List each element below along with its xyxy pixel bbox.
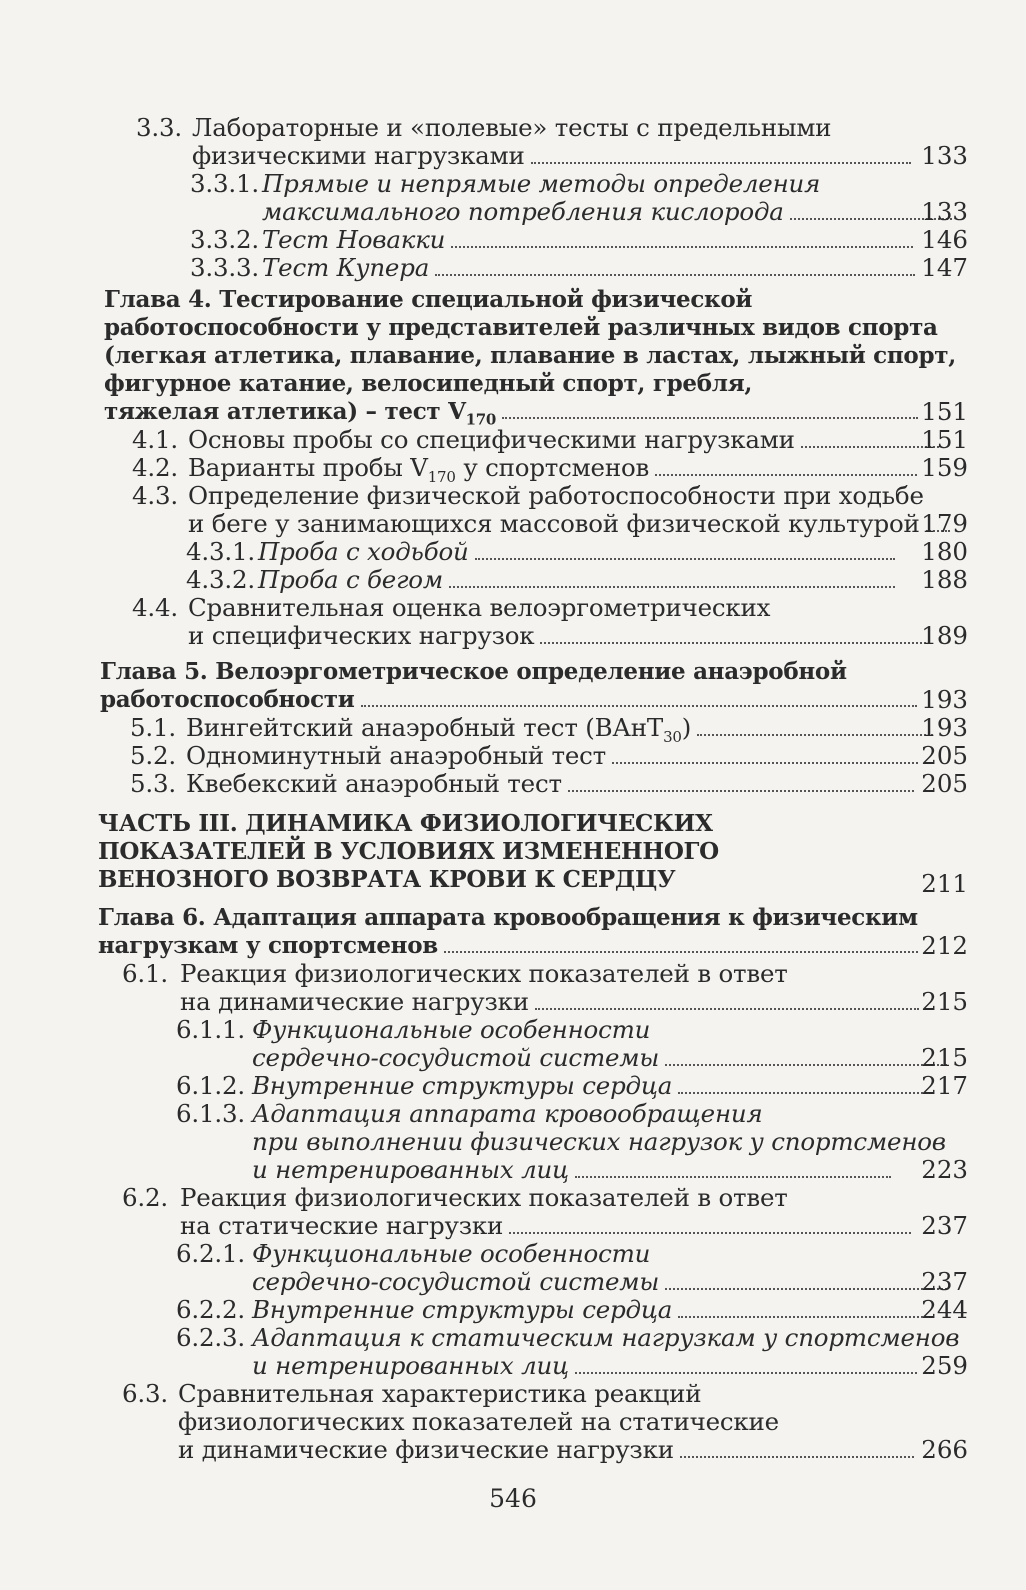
entry-title-line: при выполнении физических нагрузок у спортсменов	[252, 1127, 946, 1156]
dot-leader	[678, 1092, 934, 1094]
dot-leader	[444, 951, 918, 953]
page-number: 211	[921, 869, 968, 898]
entry-number: 6.1.	[122, 959, 168, 988]
page-number: 189	[921, 621, 968, 650]
page-number: 237	[921, 1267, 968, 1296]
dot-leader	[435, 274, 915, 276]
entry-number: 4.1.	[132, 425, 178, 454]
entry-number: 4.3.	[132, 481, 178, 510]
entry-number: 6.2.2.	[176, 1295, 245, 1324]
page-number: 212	[921, 931, 968, 960]
entry-title-line: Внутренние структуры сердца	[252, 1296, 934, 1324]
entry-title-line: Адаптация аппарата кровообращения	[252, 1099, 763, 1128]
entry-number: 4.4.	[132, 593, 178, 622]
entry-number: 3.3.1.	[190, 169, 259, 198]
entry-title-line: и нетренированных лиц	[252, 1156, 891, 1184]
entry-number: 4.3.1.	[186, 537, 255, 566]
entry-number: 3.3.	[136, 113, 182, 142]
entry-number: 6.1.3.	[176, 1099, 245, 1128]
dot-leader	[449, 586, 895, 588]
entry-title-line: Адаптация к статическим нагрузкам у спортсменов	[252, 1323, 960, 1352]
dot-leader	[568, 790, 914, 792]
page-number: 237	[921, 1211, 968, 1240]
entry-title-line: Внутренние структуры сердца	[252, 1072, 934, 1100]
page-number: 151	[921, 397, 968, 426]
dot-leader	[697, 734, 933, 736]
dot-leader	[680, 1456, 914, 1458]
entry-title-line: Реакция физиологических показателей в ответ	[180, 1183, 788, 1212]
part-heading-line: ВЕНОЗНОГО ВОЗВРАТА КРОВИ К СЕРДЦУ	[98, 866, 676, 893]
page-number: 223	[921, 1155, 968, 1184]
chapter-heading-line: нагрузкам у спортсменов	[98, 932, 918, 960]
page-number: 193	[921, 685, 968, 714]
entry-title-line: физическими нагрузками	[192, 142, 911, 170]
entry-title-line: Функциональные особенности	[252, 1239, 651, 1268]
chapter-heading-line: Глава 5. Велоэргометрическое определение анаэробной	[100, 658, 847, 685]
entry-title-line: Основы пробы со специфическими нагрузками	[188, 426, 939, 454]
chapter-heading-line: работоспособности	[100, 686, 917, 714]
dot-leader	[451, 246, 913, 248]
entry-title-line: Вингейтский анаэробный тест (ВАнТ$_{30}$)	[186, 714, 933, 751]
page-number: 266	[921, 1435, 968, 1464]
entry-title-line: и беге у занимающихся массовой физической культурой	[188, 510, 950, 538]
page-number: 180	[921, 537, 968, 566]
entry-title-line: Тест Новакки	[262, 226, 913, 254]
entry-title-line: Реакция физиологических показателей в ответ	[180, 959, 788, 988]
page-number: 146	[921, 225, 968, 254]
dot-leader	[575, 1372, 917, 1374]
dot-leader	[361, 705, 917, 707]
chapter-heading-line: тяжелая атлетика) – тест $V_{170}$	[104, 398, 918, 434]
dot-leader	[665, 1064, 947, 1066]
dot-leader	[665, 1288, 947, 1290]
page-number: 215	[921, 987, 968, 1016]
page-number: 205	[921, 741, 968, 770]
page-number: 179	[921, 509, 968, 538]
entry-title-line: и динамические физические нагрузки	[178, 1436, 914, 1464]
entry-number: 6.3.	[122, 1379, 168, 1408]
dot-leader	[655, 474, 917, 476]
entry-number: 4.2.	[132, 453, 178, 482]
entry-title-line: Тест Купера	[262, 254, 915, 282]
page-number: 193	[921, 713, 968, 742]
dot-leader	[535, 1008, 919, 1010]
page-number: 188	[921, 565, 968, 594]
dot-leader	[575, 1176, 891, 1178]
chapter-heading-line: фигурное катание, велосипедный спорт, гребля,	[104, 370, 753, 397]
chapter-heading-line: Глава 4. Тестирование специальной физической	[104, 286, 753, 313]
entry-number: 6.1.2.	[176, 1071, 245, 1100]
entry-number: 3.3.2.	[190, 225, 259, 254]
page-number: 217	[921, 1071, 968, 1100]
entry-title-line: Определение физической работоспособности при ходьбе	[188, 481, 924, 510]
part-heading-line: ПОКАЗАТЕЛЕЙ В УСЛОВИЯХ ИЗМЕНЕННОГО	[98, 838, 719, 865]
entry-title-line: Функциональные особенности	[252, 1015, 651, 1044]
entry-title-line: сердечно-сосудистой системы	[252, 1044, 947, 1072]
page-number: 151	[921, 425, 968, 454]
page-number: 133	[921, 197, 968, 226]
entry-number: 3.3.3.	[190, 253, 259, 282]
entry-title-line: Сравнительная характеристика реакций	[178, 1379, 702, 1408]
entry-title-line: Проба с бегом	[258, 566, 895, 594]
entry-title-line: Проба с ходьбой	[258, 538, 895, 566]
entry-number: 6.2.3.	[176, 1323, 245, 1352]
page-number: 133	[921, 141, 968, 170]
entry-title-line: на динамические нагрузки	[180, 988, 919, 1016]
entry-title-line: сердечно-сосудистой системы	[252, 1268, 947, 1296]
entry-title-line: и нетренированных лиц	[252, 1352, 917, 1380]
entry-title-line: Прямые и непрямые методы определения	[262, 169, 821, 198]
chapter-heading-line: Глава 6. Адаптация аппарата кровообращения к физическим	[98, 904, 918, 931]
entry-title-line: Сравнительная оценка велоэргометрических	[188, 593, 771, 622]
dot-leader	[612, 762, 918, 764]
entry-title-line: физиологических показателей на статические	[178, 1407, 779, 1436]
dot-leader	[509, 1232, 911, 1234]
entry-title-line: Лабораторные и «полевые» тесты с предельными	[192, 113, 832, 142]
dot-leader	[531, 162, 911, 164]
chapter-heading-line: (легкая атлетика, плавание, плавание в ластах, лыжный спорт,	[104, 342, 956, 369]
entry-number: 5.1.	[130, 713, 176, 742]
entry-title-line: Одноминутный анаэробный тест	[186, 742, 918, 770]
entry-title-line: и специфических нагрузок	[188, 622, 926, 650]
page-number: 215	[921, 1043, 968, 1072]
dot-leader	[475, 558, 895, 560]
page-number: 159	[921, 453, 968, 482]
chapter-heading-line: работоспособности у представителей различных видов спорта	[104, 314, 938, 341]
page-number: 205	[921, 769, 968, 798]
part-heading-line: ЧАСТЬ III. ДИНАМИКА ФИЗИОЛОГИЧЕСКИХ	[98, 810, 713, 837]
page-number: 147	[921, 253, 968, 282]
dot-leader	[502, 417, 918, 419]
entry-number: 4.3.2.	[186, 565, 255, 594]
entry-number: 5.2.	[130, 741, 176, 770]
dot-leader	[678, 1316, 934, 1318]
entry-title-line: на статические нагрузки	[180, 1212, 911, 1240]
entry-title-line: Варианты пробы $V_{170}$ у спортсменов	[188, 454, 917, 491]
entry-title-line: Квебекский анаэробный тест	[186, 770, 914, 798]
dot-leader	[540, 642, 926, 644]
entry-title-line: максимального потребления кислорода	[262, 198, 952, 226]
entry-number: 5.3.	[130, 769, 176, 798]
page-number: 244	[921, 1295, 968, 1324]
page-folio-number: 546	[489, 1484, 537, 1513]
entry-number: 6.1.1.	[176, 1015, 245, 1044]
entry-number: 6.2.	[122, 1183, 168, 1212]
entry-number: 6.2.1.	[176, 1239, 245, 1268]
page-number: 259	[921, 1351, 968, 1380]
